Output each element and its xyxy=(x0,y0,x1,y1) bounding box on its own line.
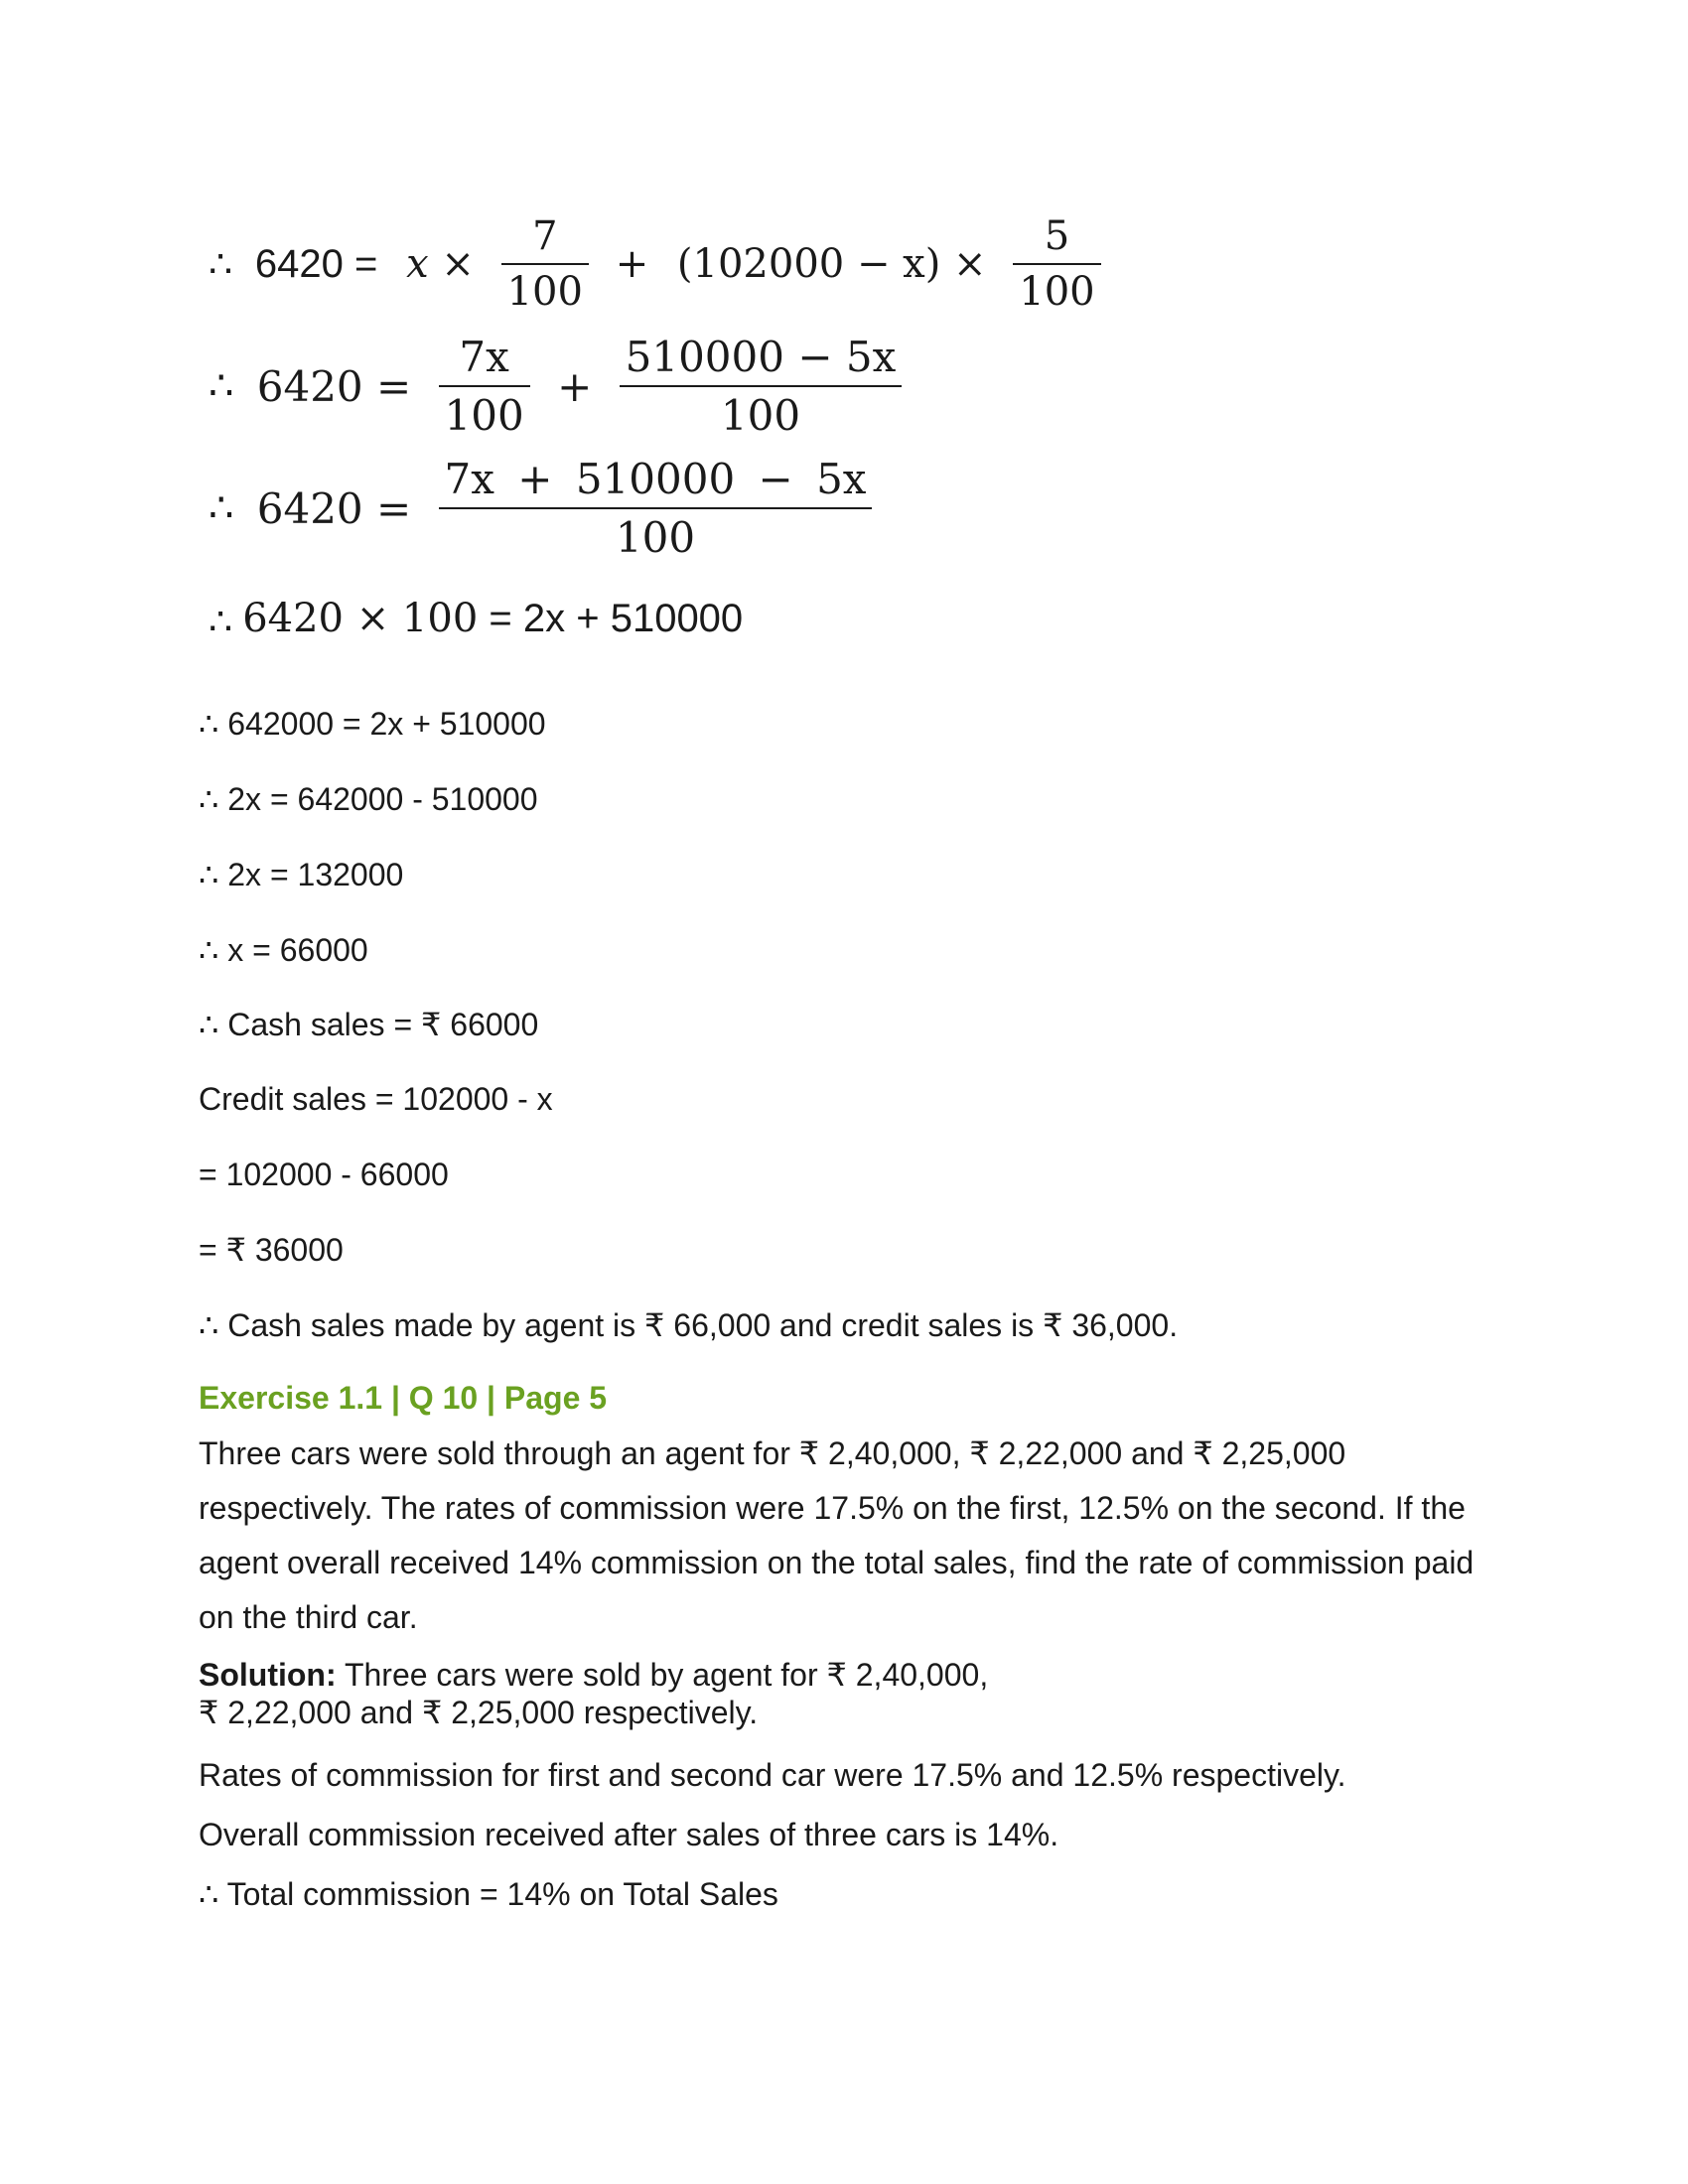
fraction xyxy=(439,333,530,440)
therefore-symbol: ∴ xyxy=(209,601,233,643)
step-line: ∴ Cash sales = ₹ 66000 xyxy=(199,1007,539,1042)
step-line: ∴ 642000 = 2x + 510000 xyxy=(199,706,546,742)
conclusion-line: ∴ Cash sales made by agent is ₹ 66,000 and credit sales is ₹ 36,000. xyxy=(199,1307,1179,1343)
step-line: = ₹ 36000 xyxy=(199,1232,344,1268)
solution-label: Solution: xyxy=(199,1657,337,1693)
equation-lhs: 6420 = xyxy=(256,483,412,533)
equation-1 xyxy=(209,213,1107,315)
fraction-numerator: 7x xyxy=(459,333,509,381)
equation-3 xyxy=(209,455,878,562)
equation-rhs: = 2x + 510000 xyxy=(478,597,744,640)
equation-lhs: 6420 × 100 xyxy=(242,596,479,641)
solution-line: Three cars were sold by agent for ₹ 2,40,000, xyxy=(336,1657,989,1693)
step-line: ∴ 2x = 132000 xyxy=(199,857,404,892)
equation-term: (102000 − x) × xyxy=(676,241,987,287)
equation-4 xyxy=(209,596,743,644)
step-line: Credit sales = 102000 - x xyxy=(199,1081,553,1117)
therefore-symbol: ∴ xyxy=(209,243,233,286)
fraction-numerator: 7 xyxy=(532,213,558,259)
solution-line: Rates of commission for first and second car were 17.5% and 12.5% respectively. xyxy=(199,1757,1346,1793)
fraction-denominator: 100 xyxy=(620,385,903,440)
equation-2 xyxy=(209,333,908,440)
fraction-denominator: 100 xyxy=(439,507,873,562)
solution-line: ₹ 2,22,000 and ₹ 2,25,000 respectively. xyxy=(199,1695,759,1730)
therefore-symbol: ∴ xyxy=(209,364,234,408)
fraction-denominator: 100 xyxy=(501,263,589,315)
solution-line: ∴ Total commission = 14% on Total Sales xyxy=(199,1876,778,1912)
fraction xyxy=(1013,213,1100,315)
fraction-denominator: 100 xyxy=(1013,263,1100,315)
fraction xyxy=(620,333,903,440)
solution-line: Overall commission received after sales of three cars is 14%. xyxy=(199,1817,1059,1852)
question-text: Three cars were sold through an agent for ₹ 2,40,000, ₹ 2,22,000 and ₹ 2,25,000 respectively. The rates of commission were 17.5% on the first, 12.5% on the second. If the agent overall received 14% commission on the total sales, find the rate of commission paid on the third car. xyxy=(199,1435,1475,1635)
step-line: = 102000 - 66000 xyxy=(199,1157,449,1192)
equation-lhs: 6420 = xyxy=(254,241,378,286)
equation-lhs: 6420 = xyxy=(256,361,412,411)
solution-block xyxy=(199,1656,1489,1731)
equation-term: x × xyxy=(406,241,475,287)
fraction xyxy=(439,455,873,562)
fraction-numerator: 510000 − 5x xyxy=(625,333,897,381)
plus-operator: + xyxy=(557,361,593,411)
step-line: ∴ x = 66000 xyxy=(199,932,368,968)
fraction-denominator: 100 xyxy=(439,385,530,440)
fraction-numerator: 5 xyxy=(1044,213,1070,259)
therefore-symbol: ∴ xyxy=(209,486,234,530)
step-line: ∴ 2x = 642000 - 510000 xyxy=(199,781,538,817)
plus-operator: + xyxy=(615,241,649,287)
exercise-heading: Exercise 1.1 | Q 10 | Page 5 xyxy=(199,1380,608,1416)
fraction xyxy=(501,213,589,315)
fraction-numerator: 7x + 510000 − 5x xyxy=(444,455,867,503)
